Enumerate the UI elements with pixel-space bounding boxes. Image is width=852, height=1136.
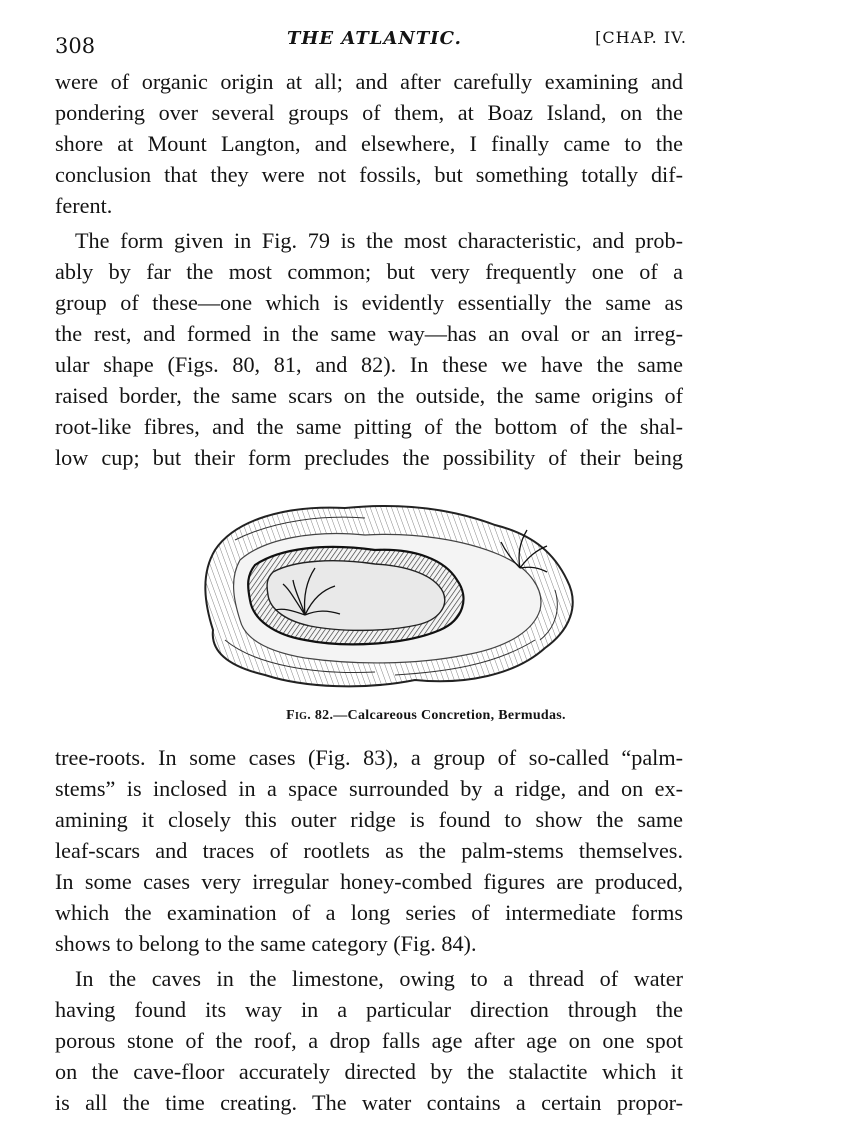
text-line: group of these—one which is evidently essentially the same as	[55, 290, 683, 315]
paragraph-1	[55, 66, 683, 221]
text-line: leaf-scars and traces of rootlets as the palm-stems themselves.	[55, 838, 683, 863]
caption-text: —Calcareous Concretion, Bermudas.	[333, 708, 566, 723]
text-block-upper	[55, 66, 683, 473]
text-line: shows to belong to the same category (Fig. 84).	[55, 931, 477, 956]
text-line: ferent.	[55, 193, 113, 218]
figure-caption	[0, 708, 852, 724]
text-line: ably by far the most common; but very frequently one of a	[55, 259, 683, 284]
text-line: the rest, and formed in the same way—has an oval or an irreg-	[55, 321, 683, 346]
text-line: on the cave-floor accurately directed by the stalactite which it	[55, 1059, 683, 1084]
text-line: were of organic origin at all; and after carefully examining and	[55, 69, 683, 94]
text-line: In some cases very irregular honey-combed figures are produced,	[55, 869, 683, 894]
caption-prefix: Fig. 82.	[286, 708, 334, 723]
text-line: raised border, the same scars on the outside, the same origins of	[55, 383, 683, 408]
page-header	[55, 28, 687, 58]
text-line: is all the time creating. The water contains a certain propor-	[55, 1090, 683, 1115]
paragraph-3	[55, 742, 683, 959]
text-line: conclusion that they were not fossils, but something totally dif-	[55, 162, 683, 187]
text-line: The form given in Fig. 79 is the most characteristic, and prob-	[75, 228, 683, 253]
text-line: amining it closely this outer ridge is found to show the same	[55, 807, 683, 832]
text-line: ular shape (Figs. 80, 81, and 82). In these we have the same	[55, 352, 683, 377]
text-line: porous stone of the roof, a drop falls age after age on one spot	[55, 1028, 683, 1053]
text-block-lower	[55, 742, 683, 1118]
page-number: 308	[55, 34, 96, 58]
text-line: pondering over several groups of them, at Boaz Island, on the	[55, 100, 683, 125]
figure-calcareous-concretion	[195, 480, 585, 705]
text-line: tree-roots. In some cases (Fig. 83), a group of so-called “palm-	[55, 745, 683, 770]
text-line: having found its way in a particular direction through the	[55, 997, 683, 1022]
text-line: which the examination of a long series of intermediate forms	[55, 900, 683, 925]
paragraph-4	[55, 963, 683, 1118]
running-title: THE ATLANTIC.	[287, 28, 462, 49]
text-line: root-like fibres, and the same pitting of the bottom of the shal-	[55, 414, 683, 439]
text-line: stems” is inclosed in a space surrounded by a ridge, and on ex-	[55, 776, 683, 801]
paragraph-2	[55, 225, 683, 473]
text-line: In the caves in the limestone, owing to a thread of water	[75, 966, 683, 991]
text-line: shore at Mount Langton, and elsewhere, I finally came to the	[55, 131, 683, 156]
concretion-illustration	[195, 480, 585, 705]
chapter-reference: [CHAP. IV.	[595, 28, 687, 47]
text-line: low cup; but their form precludes the possibility of their being	[55, 445, 683, 470]
